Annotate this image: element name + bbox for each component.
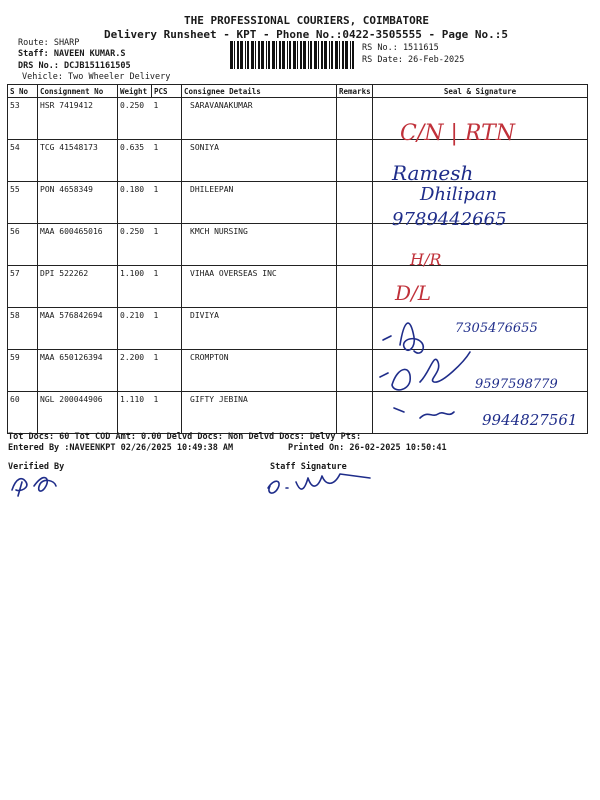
row-consignment: TCG 41548173 xyxy=(38,140,118,182)
row-consignee: DHILEEPAN xyxy=(182,182,337,224)
row-weight: 0.250 xyxy=(118,224,152,266)
col-remarks: Remarks xyxy=(337,85,373,98)
staff-signature-label: Staff Signature xyxy=(270,462,347,472)
row-sno: 60 xyxy=(8,392,38,434)
col-consignee: Consignee Details xyxy=(182,85,337,98)
col-weight: Weight xyxy=(118,85,152,98)
row-consignment: MAA 576842694 xyxy=(38,308,118,350)
row-weight: 1.110 xyxy=(118,392,152,434)
row-weight: 0.635 xyxy=(118,140,152,182)
row-sno: 59 xyxy=(8,350,38,392)
staff-signature-mark xyxy=(268,474,370,493)
row-consignment: NGL 200044906 xyxy=(38,392,118,434)
handwritten-row57-dl: D/L xyxy=(395,281,432,305)
row-pcs: 1 xyxy=(152,224,182,266)
row-consignee: SONIYA xyxy=(182,140,337,182)
col-signature: Seal & Signature xyxy=(373,85,588,98)
handwritten-row55-name: Dhilipan xyxy=(420,184,498,205)
entered-by: Entered By :NAVEENKPT 02/26/2025 10:49:38 AM xyxy=(8,443,234,453)
row-consignee: SARAVANAKUMAR xyxy=(182,98,337,140)
row-pcs: 1 xyxy=(152,308,182,350)
row-pcs: 1 xyxy=(152,98,182,140)
vehicle-label: Vehicle: Two Wheeler Delivery xyxy=(22,72,171,82)
row-sno: 58 xyxy=(8,308,38,350)
row-consignment: MAA 600465016 xyxy=(38,224,118,266)
verified-signature xyxy=(12,478,56,496)
row-pcs: 1 xyxy=(152,140,182,182)
row-consignee: DIVIYA xyxy=(182,308,337,350)
row-consignee: GIFTY JEBINA xyxy=(182,392,337,434)
row-consignee: KMCH NURSING xyxy=(182,224,337,266)
row-sno: 54 xyxy=(8,140,38,182)
rs-number: RS No.: 1511615 xyxy=(362,43,439,53)
verified-by-label: Verified By xyxy=(8,462,65,472)
runsheet-subtitle: Delivery Runsheet - KPT - Phone No.:0422-3505555 - Page No.:5 xyxy=(104,28,508,41)
handwritten-row54: Ramesh xyxy=(392,161,474,185)
staff-label: Staff: NAVEEN KUMAR.S xyxy=(18,49,126,59)
row-weight: 1.100 xyxy=(118,266,152,308)
row-weight: 0.250 xyxy=(118,98,152,140)
row-pcs: 1 xyxy=(152,182,182,224)
handwritten-row55-phone: 9789442665 xyxy=(392,209,507,230)
rs-date: RS Date: 26-Feb-2025 xyxy=(362,55,465,65)
printed-on: Printed On: 26-02-2025 10:50:41 xyxy=(288,443,447,453)
row-consignment: MAA 650126394 xyxy=(38,350,118,392)
row-weight: 2.200 xyxy=(118,350,152,392)
handwritten-row57-hr: H/R xyxy=(410,250,442,269)
row-pcs: 1 xyxy=(152,350,182,392)
row-sno: 53 xyxy=(8,98,38,140)
row-consignment: PON 4658349 xyxy=(38,182,118,224)
row-pcs: 1 xyxy=(152,266,182,308)
company-title: THE PROFESSIONAL COURIERS, COIMBATORE xyxy=(184,14,430,27)
row-sno: 57 xyxy=(8,266,38,308)
row-sno: 55 xyxy=(8,182,38,224)
handwritten-row60-phone: 9944827561 xyxy=(482,411,578,429)
signature-row59 xyxy=(380,352,470,390)
row-sno: 56 xyxy=(8,224,38,266)
col-sno: S No xyxy=(8,85,38,98)
row-consignee: CROMPTON xyxy=(182,350,337,392)
signature-row58 xyxy=(383,323,423,353)
drs-number: DRS No.: DCJB151161505 xyxy=(18,61,131,71)
handwritten-row59-phone: 9597598779 xyxy=(475,377,558,392)
col-pcs: PCS xyxy=(152,85,182,98)
row-pcs: 1 xyxy=(152,392,182,434)
row-weight: 0.210 xyxy=(118,308,152,350)
signature-row60 xyxy=(394,408,454,418)
row-consignee: VIHAA OVERSEAS INC xyxy=(182,266,337,308)
totals-line: Tot Docs: 60 Tot COD Amt: 0.00 Delvd Docs: Non Delvd Docs: Delvy Pts: xyxy=(8,432,362,442)
handwritten-row58-phone: 7305476655 xyxy=(455,321,538,336)
row-weight: 0.180 xyxy=(118,182,152,224)
row-consignment: DPI 522262 xyxy=(38,266,118,308)
handwritten-cn-rtn: C/N | RTN xyxy=(400,121,515,146)
col-consignment: Consignment No xyxy=(38,85,118,98)
row-consignment: HSR 7419412 xyxy=(38,98,118,140)
route-label: Route: SHARP xyxy=(18,38,80,48)
